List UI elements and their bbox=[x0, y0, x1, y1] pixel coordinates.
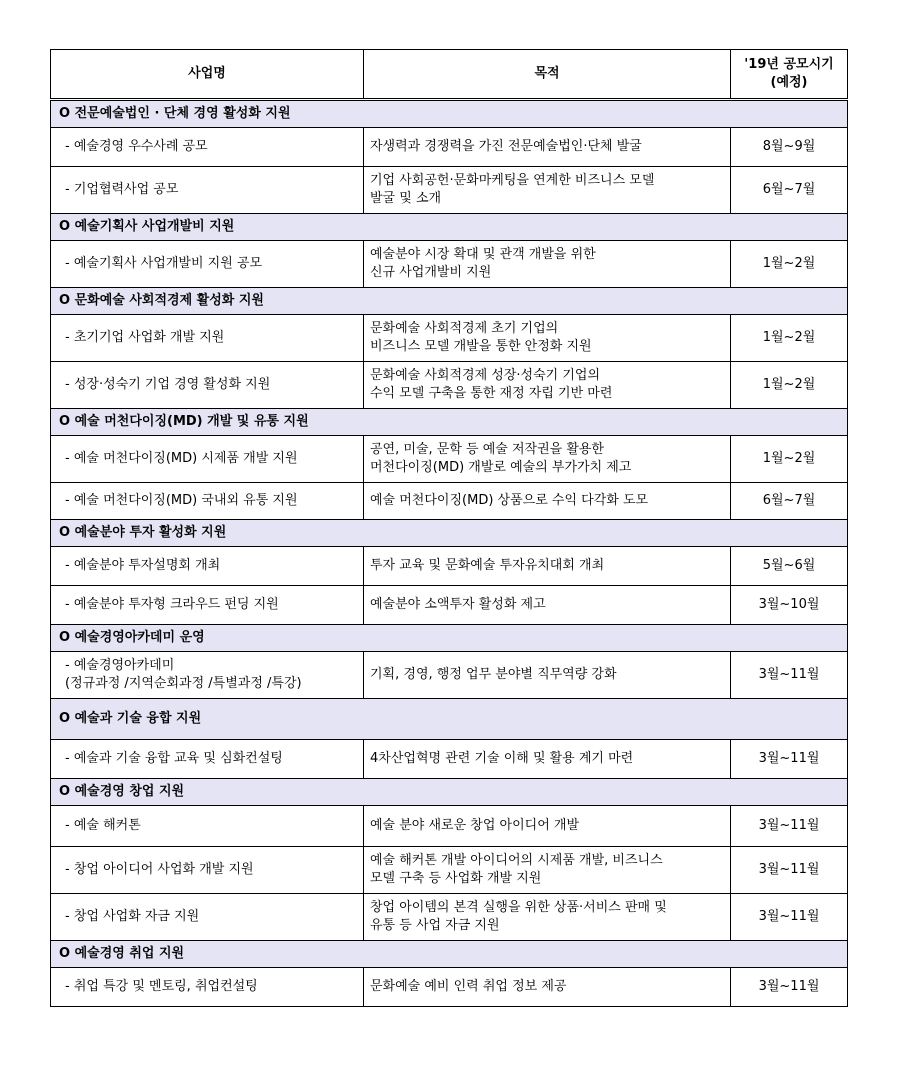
section-title: O 예술경영 취업 지원 bbox=[51, 941, 848, 968]
table-row bbox=[51, 806, 848, 847]
program-name: - 예술경영 우수사례 공모 bbox=[51, 128, 364, 167]
table-header-row bbox=[51, 50, 848, 100]
program-period: 3월~11월 bbox=[731, 652, 848, 699]
header-period bbox=[731, 50, 848, 100]
program-name: - 취업 특강 및 멘토링, 취업컨설팅 bbox=[51, 968, 364, 1007]
table-row bbox=[51, 847, 848, 894]
program-period: 3월~11월 bbox=[731, 847, 848, 894]
table-row bbox=[51, 128, 848, 167]
section-title: O 예술분야 투자 활성화 지원 bbox=[51, 520, 848, 547]
program-name: - 창업 아이디어 사업화 개발 지원 bbox=[51, 847, 364, 894]
program-name: - 초기기업 사업화 개발 지원 bbox=[51, 315, 364, 362]
table-row bbox=[51, 652, 848, 699]
table-row bbox=[51, 362, 848, 409]
program-purpose: 자생력과 경쟁력을 가진 전문예술법인·단체 발굴 bbox=[364, 128, 731, 167]
program-purpose: 기업 사회공헌·문화마케팅을 연계한 비즈니스 모델 발굴 및 소개 bbox=[364, 167, 731, 214]
program-period: 6월~7월 bbox=[731, 483, 848, 520]
program-period: 8월~9월 bbox=[731, 128, 848, 167]
program-purpose: 예술 분야 새로운 창업 아이디어 개발 bbox=[364, 806, 731, 847]
program-period: 3월~11월 bbox=[731, 740, 848, 779]
program-name: - 기업협력사업 공모 bbox=[51, 167, 364, 214]
program-purpose: 예술 해커톤 개발 아이디어의 시제품 개발, 비즈니스 모델 구축 등 사업화 개발 지원 bbox=[364, 847, 731, 894]
program-name: - 예술경영아카데미 (정규과정 /지역순회과정 /특별과정 /특강) bbox=[51, 652, 364, 699]
program-name: - 예술기획사 사업개발비 지원 공모 bbox=[51, 241, 364, 288]
section-title: O 예술 머천다이징(MD) 개발 및 유통 지원 bbox=[51, 409, 848, 436]
section-row bbox=[51, 779, 848, 806]
section-title: O 전문예술법인 · 단체 경영 활성화 지원 bbox=[51, 100, 848, 128]
program-purpose: 문화예술 사회적경제 초기 기업의 비즈니스 모델 개발을 통한 안정화 지원 bbox=[364, 315, 731, 362]
table-row bbox=[51, 968, 848, 1007]
header-purpose: 목적 bbox=[364, 50, 731, 100]
table-row bbox=[51, 483, 848, 520]
section-title: O 예술경영 창업 지원 bbox=[51, 779, 848, 806]
program-name: - 창업 사업화 자금 지원 bbox=[51, 894, 364, 941]
program-period: 3월~11월 bbox=[731, 968, 848, 1007]
program-purpose: 예술 머천다이징(MD) 상품으로 수익 다각화 도모 bbox=[364, 483, 731, 520]
program-name: - 성장·성숙기 기업 경영 활성화 지원 bbox=[51, 362, 364, 409]
program-period: 1월~2월 bbox=[731, 436, 848, 483]
section-row bbox=[51, 288, 848, 315]
program-purpose: 공연, 미술, 문학 등 예술 저작권을 활용한 머천다이징(MD) 개발로 예술의 부가가치 제고 bbox=[364, 436, 731, 483]
program-period: 1월~2월 bbox=[731, 362, 848, 409]
section-title: O 예술과 기술 융합 지원 bbox=[51, 699, 848, 740]
header-period-line2: (예정) bbox=[770, 75, 808, 90]
program-period: 1월~2월 bbox=[731, 241, 848, 288]
program-period: 1월~2월 bbox=[731, 315, 848, 362]
program-purpose: 예술분야 시장 확대 및 관객 개발을 위한 신규 사업개발비 지원 bbox=[364, 241, 731, 288]
section-row bbox=[51, 699, 848, 740]
program-period: 5월~6월 bbox=[731, 547, 848, 586]
section-row bbox=[51, 214, 848, 241]
program-name: - 예술 해커톤 bbox=[51, 806, 364, 847]
program-purpose: 투자 교육 및 문화예술 투자유치대회 개최 bbox=[364, 547, 731, 586]
table-row bbox=[51, 547, 848, 586]
program-name: - 예술 머천다이징(MD) 시제품 개발 지원 bbox=[51, 436, 364, 483]
program-period: 3월~11월 bbox=[731, 894, 848, 941]
program-purpose: 기획, 경영, 행정 업무 분야별 직무역량 강화 bbox=[364, 652, 731, 699]
program-purpose: 문화예술 사회적경제 성장·성숙기 기업의 수익 모델 구축을 통한 재정 자립 기반 마련 bbox=[364, 362, 731, 409]
section-title: O 예술경영아카데미 운영 bbox=[51, 625, 848, 652]
header-program-name: 사업명 bbox=[51, 50, 364, 100]
section-row bbox=[51, 520, 848, 547]
table-row bbox=[51, 315, 848, 362]
program-name: - 예술과 기술 융합 교육 및 심화컨설팅 bbox=[51, 740, 364, 779]
table-row bbox=[51, 241, 848, 288]
section-title: O 예술기획사 사업개발비 지원 bbox=[51, 214, 848, 241]
program-name: - 예술 머천다이징(MD) 국내외 유통 지원 bbox=[51, 483, 364, 520]
program-name: - 예술분야 투자형 크라우드 펀딩 지원 bbox=[51, 586, 364, 625]
table-row bbox=[51, 586, 848, 625]
program-purpose: 4차산업혁명 관련 기술 이해 및 활용 계기 마련 bbox=[364, 740, 731, 779]
table-row bbox=[51, 740, 848, 779]
program-purpose: 예술분야 소액투자 활성화 제고 bbox=[364, 586, 731, 625]
program-period: 6월~7월 bbox=[731, 167, 848, 214]
section-row bbox=[51, 625, 848, 652]
section-row bbox=[51, 100, 848, 128]
section-row bbox=[51, 409, 848, 436]
section-row bbox=[51, 941, 848, 968]
section-title: O 문화예술 사회적경제 활성화 지원 bbox=[51, 288, 848, 315]
program-period: 3월~10월 bbox=[731, 586, 848, 625]
program-purpose: 문화예술 예비 인력 취업 정보 제공 bbox=[364, 968, 731, 1007]
program-table bbox=[50, 49, 848, 1007]
table-row bbox=[51, 167, 848, 214]
table-row bbox=[51, 436, 848, 483]
program-name: - 예술분야 투자설명회 개최 bbox=[51, 547, 364, 586]
table-row bbox=[51, 894, 848, 941]
header-period-line1: '19년 공모시기 bbox=[744, 57, 834, 72]
program-purpose: 창업 아이템의 본격 실행을 위한 상품·서비스 판매 및 유통 등 사업 자금 지원 bbox=[364, 894, 731, 941]
program-period: 3월~11월 bbox=[731, 806, 848, 847]
